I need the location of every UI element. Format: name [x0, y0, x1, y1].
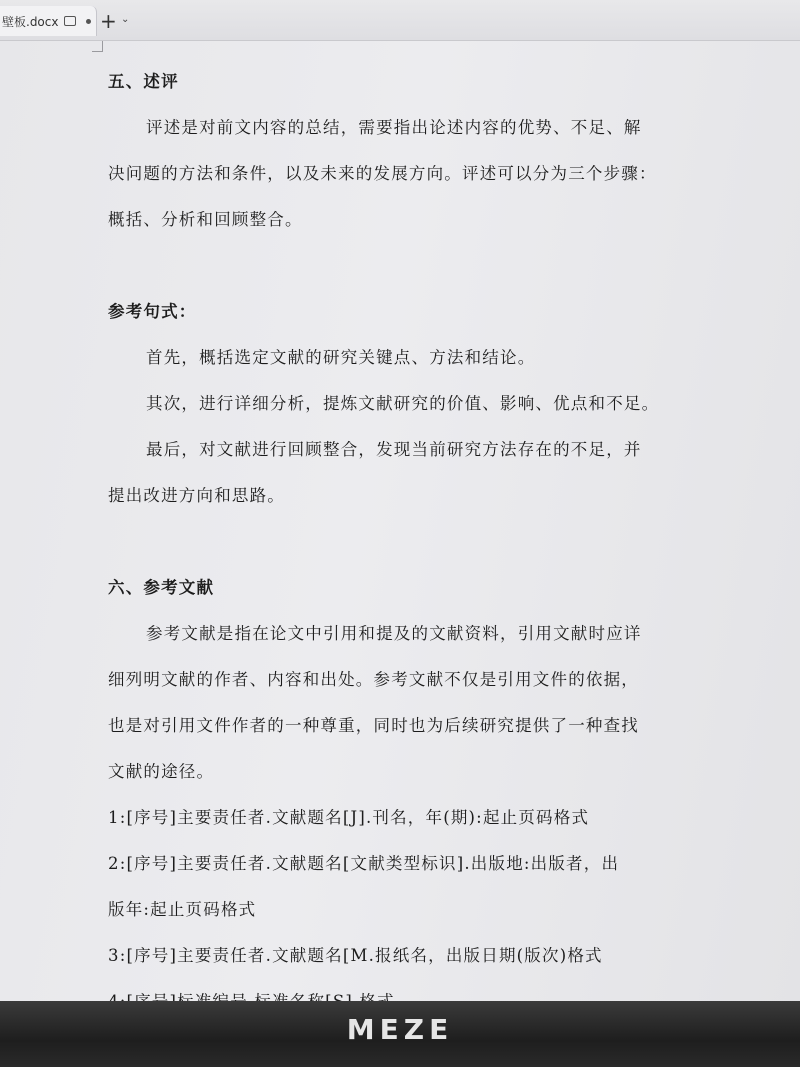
paragraph-line: 也是对引用文件作者的一种尊重，同时也为后续研究提供了一种查找: [108, 716, 639, 735]
document-body: [108, 59, 720, 1025]
section-heading-review: 五、述评: [108, 72, 179, 91]
document-page[interactable]: [0, 41, 800, 1001]
window-icon[interactable]: [64, 16, 76, 26]
section-heading-reference-sentences: 参考句式：: [108, 302, 197, 321]
paragraph-line: 其次，进行详细分析，提炼文献研究的价值、影响、优点和不足。: [146, 394, 660, 413]
monitor-bezel: [0, 1001, 800, 1067]
reference-format-line: 3:[序号]主要责任者.文献题名[M.报纸名，出版日期(版次)格式: [108, 946, 603, 965]
tab-bar: [0, 0, 800, 41]
paragraph-line: 评述是对前文内容的总结，需要指出论述内容的优势、不足、解: [146, 118, 642, 137]
document-tab[interactable]: [0, 6, 97, 36]
paragraph-line: 文献的途径。: [108, 762, 215, 781]
blank-line: [108, 243, 720, 289]
reference-format-line: 1:[序号]主要责任者.文献题名[J].刊名，年(期):起止页码格式: [108, 808, 590, 827]
new-tab-button[interactable]: +: [100, 9, 117, 33]
section-heading-references: 六、参考文献: [108, 578, 215, 597]
chevron-down-icon[interactable]: ⌄: [121, 14, 130, 25]
paragraph-line: 决问题的方法和条件，以及未来的发展方向。评述可以分为三个步骤：: [108, 164, 657, 183]
blank-line: [108, 519, 720, 565]
tab-title: 壁板.docx: [2, 14, 59, 29]
paragraph-line: 概括、分析和回顾整合。: [108, 210, 303, 229]
paragraph-line: 细列明文献的作者、内容和出处。参考文献不仅是引用文件的依据，: [108, 670, 639, 689]
paragraph-line: 参考文献是指在论文中引用和提及的文献资料，引用文献时应详: [146, 624, 642, 643]
reference-format-line: 2:[序号]主要责任者.文献题名[文献类型标识].出版地:出版者，出: [108, 854, 620, 873]
margin-corner-mark: [92, 41, 103, 52]
paragraph-line: 首先，概括选定文献的研究关键点、方法和结论。: [146, 348, 536, 367]
paragraph-line: 提出改进方向和思路。: [108, 486, 285, 505]
monitor-brand-logo: MEZE: [346, 1013, 454, 1046]
paragraph-line: 最后，对文献进行回顾整合，发现当前研究方法存在的不足，并: [146, 440, 642, 459]
unsaved-dot-icon: [86, 19, 91, 24]
reference-format-line: 版年:起止页码格式: [108, 900, 257, 919]
